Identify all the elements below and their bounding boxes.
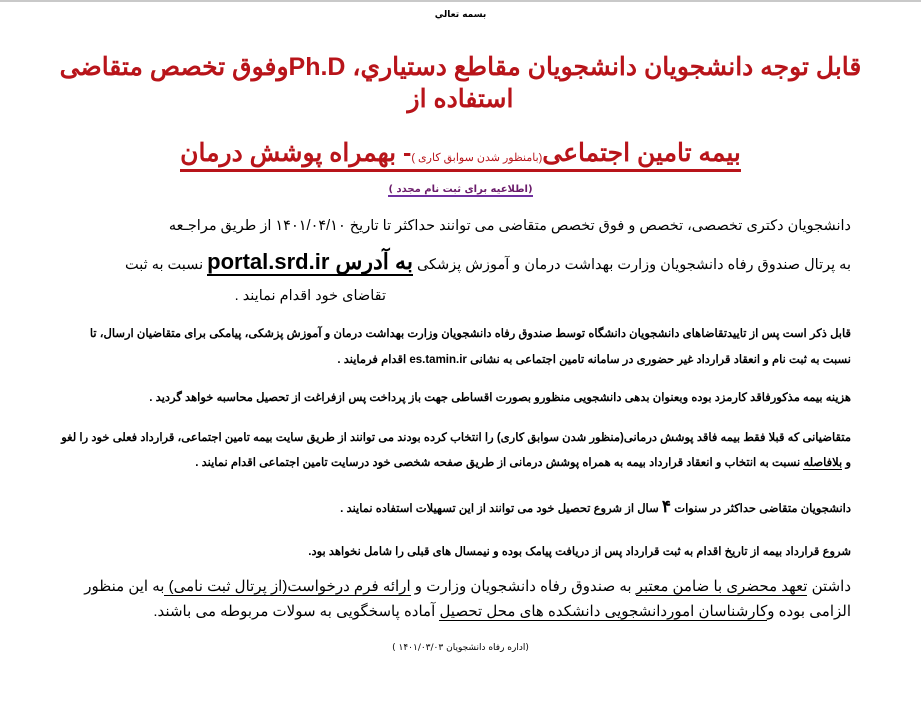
p1-text-b: نسبت به ثبت xyxy=(125,257,208,273)
paragraph-4-line-2 xyxy=(195,455,851,469)
title-line-1: قابل توجه دانشجویان دانشجویان مقاطع دستیاري، Ph.Dوفوق تخصص متقاضی xyxy=(59,53,862,81)
p4-underlined: بلافاصله xyxy=(803,457,843,469)
paragraph-7-line-2 xyxy=(153,602,851,620)
title-insurance-coverage: - بهمراه پوشش درمان xyxy=(180,139,412,167)
p7-text-b: به صندوق رفاه دانشجویان وزارت و xyxy=(410,578,636,595)
footer-signature: (اداره رفاه دانشجویان ۱۴۰۱/۰۳/۰۳ ) xyxy=(392,643,529,653)
paragraph-6: شروع قرارداد بیمه از تاریخ اقدام به ثبت قرارداد پس از دریافت پیامک بوده و نیمسال های قبلی را شامل نخواهد بود. xyxy=(308,546,851,558)
paragraph-2-line-1: قابل ذکر است پس از تاییدتقاضاهای دانشجویان دانشگاه توسط صندوق رفاه دانشجویان وزارت بهداشت درمان و آموزش پزشکی، پیامکی برای متقاضیان ارسال، تا xyxy=(89,328,851,340)
portal-link[interactable]: به آدرس portal.srd.ir xyxy=(207,249,413,274)
paragraph-3: هزینه بیمه مذکورفاقد کارمزد بوده وبعنوان بدهی دانشجویی منظورو بصورت اقساطی جهت باز پرداخت پس ازفراغت از تحصیل محاسبه خواهد گردید . xyxy=(149,392,851,404)
title-line-3 xyxy=(0,138,921,168)
title-insurance-note: (بامنظور شدن سوابق کاری ) xyxy=(411,152,543,164)
paragraph-1-line-1: دانشجویان دکتری تخصصی، تخصص و فوق تخصص متقاضی می توانند حداکثر تا تاریخ ۱۴۰۱/۰۴/۱۰ از طریق مراجـعه xyxy=(168,218,851,234)
notice-label: (اطلاعیه برای ثبت نام مجدد ) xyxy=(388,184,533,195)
bismillah: بسمه تعالي xyxy=(434,10,487,20)
title-insurance xyxy=(180,139,741,172)
p7-text-d: الزامی بوده و xyxy=(767,603,851,620)
p7-student-affairs: کارشناسان اموردانشجویی دانشکده های محل تحصیل xyxy=(439,603,768,620)
p5-years: ۴ xyxy=(661,497,672,516)
p7-text-c: به این منظور xyxy=(84,578,165,595)
p7-text-e: آماده پاسخگویی به سولات مربوطه می باشند. xyxy=(153,603,440,620)
p5-text-b: سال از شروع تحصیل خود می توانند از این تسهیلات استفاده نمایند . xyxy=(340,503,662,515)
p7-notarized-pledge: تعهد محضری با ضامن معتبر xyxy=(635,578,808,595)
re-registration-notice xyxy=(0,184,921,195)
paragraph-1-line-3: تقاضای خود اقدام نمایند . xyxy=(234,288,386,304)
paragraph-7-line-1 xyxy=(84,577,851,595)
title-insurance-main: بیمه تامین اجتماعی xyxy=(542,139,741,167)
p1-text-a: به پرتال صندوق رفاه دانشجویان وزارت بهداشت درمان و آموزش پزشکی xyxy=(412,257,851,273)
paragraph-1-line-2 xyxy=(125,249,851,275)
p5-text-a: دانشجویان متقاضی حداکثر در سنوات xyxy=(671,503,851,515)
p7-text-a: داشتن xyxy=(807,578,851,595)
paragraph-2-line-2: نسبت به ثبت نام و انعقاد قرارداد غیر حضوری در سامانه تامین اجتماعی به نشانی es.tamin.ir اقدام فرمایند . xyxy=(337,354,851,366)
p7-request-form: ارائه فرم درخواست(از پرتال ثبت نامی) xyxy=(164,578,411,595)
p4-text-a: و xyxy=(842,457,851,469)
paragraph-5 xyxy=(340,497,851,517)
title-line-2: استفاده از xyxy=(407,85,514,113)
paragraph-4-line-1: متقاضیانی که قبلا فقط بیمه فاقد پوشش درمانی(منظور شدن سوابق کاری) را انتخاب کرده بودند می توانند از طریق سایت بیمه تامین اجتماعی، قرارداد فعلی خود را لغو xyxy=(61,432,851,444)
p4-text-b: نسبت به انتخاب و انعقاد قرارداد بیمه به همراه پوشش درمانی از طریق صفحه شخصی خود درسایت تامین اجتماعی اقدام نمایند . xyxy=(195,457,804,469)
